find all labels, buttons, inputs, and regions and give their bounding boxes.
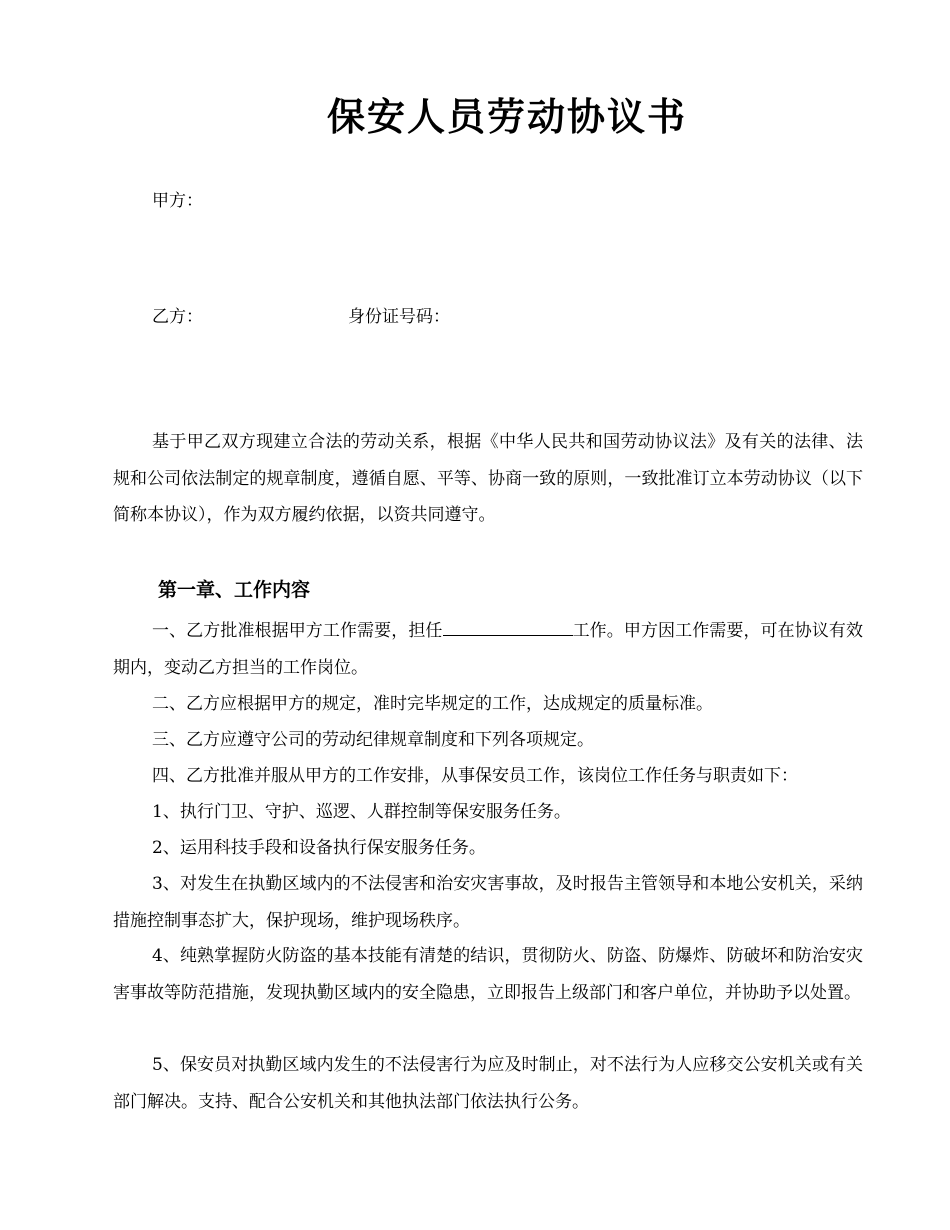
duty5-paragraph: 5、保安员对执勤区域内发生的不法侵害行为应及时制止，对不法行为人应移交公安机关或有关部门解决。支持、配合公安机关和其他执法部门依法执行公务。: [113, 1055, 863, 1112]
duty4-paragraph: 4、纯熟掌握防火防盗的基本技能有清楚的结识，贯彻防火、防盗、防爆炸、防破坏和防治安灾害事故等防范措施，发现执勤区域内的安全隐患，立即报告上级部门和客户单位，并协助予以处置。: [113, 946, 863, 1003]
item4-paragraph: 四、乙方批准并服从甲方的工作安排，从事保安员工作，该岗位工作任务与职责如下：: [152, 766, 798, 786]
position-blank-line: [443, 619, 573, 636]
party-a-label: 甲方：: [152, 191, 203, 211]
item3-paragraph: 三、乙方应遵守公司的劳动纪律规章制度和下列各项规定。: [152, 730, 594, 750]
id-number-label: 身份证号码：: [348, 307, 450, 327]
item2-paragraph: 二、乙方应根据甲方的规定，准时完毕规定的工作，达成规定的质量标准。: [152, 694, 713, 714]
duty2-paragraph: 2、运用科技手段和设备执行保安服务任务。: [152, 838, 486, 858]
duty3-paragraph: 3、对发生在执勤区域内的不法侵害和治安灾害事故，及时报告主管领导和本地公安机关，采纳措施控制事态扩大，保护现场，维护现场秩序。: [113, 874, 863, 931]
party-b-label: 乙方：: [152, 307, 203, 327]
duty1-paragraph: 1、执行门卫、守护、巡逻、人群控制等保安服务任务。: [152, 802, 571, 822]
chapter1-heading: 第一章、工作内容: [158, 579, 311, 601]
item1-paragraph: [113, 613, 863, 686]
item1-text-before: 一、乙方批准根据甲方工作需要，担任: [152, 621, 443, 641]
item1-text-after: 工作。甲方因工作需要，可在协议有效期内，变动乙方担当的工作岗位。: [113, 621, 863, 678]
preamble-paragraph: 基于甲乙双方现建立合法的劳动关系，根据《中华人民共和国劳动协议法》及有关的法律、法规和公司依法制定的规章制度，遵循自愿、平等、协商一致的原则，一致批准订立本劳动协议（以下简称本协议），作为双方履约依据，以资共同遵守。: [113, 432, 863, 525]
document-title: 保安人员劳动协议书: [326, 94, 687, 139]
